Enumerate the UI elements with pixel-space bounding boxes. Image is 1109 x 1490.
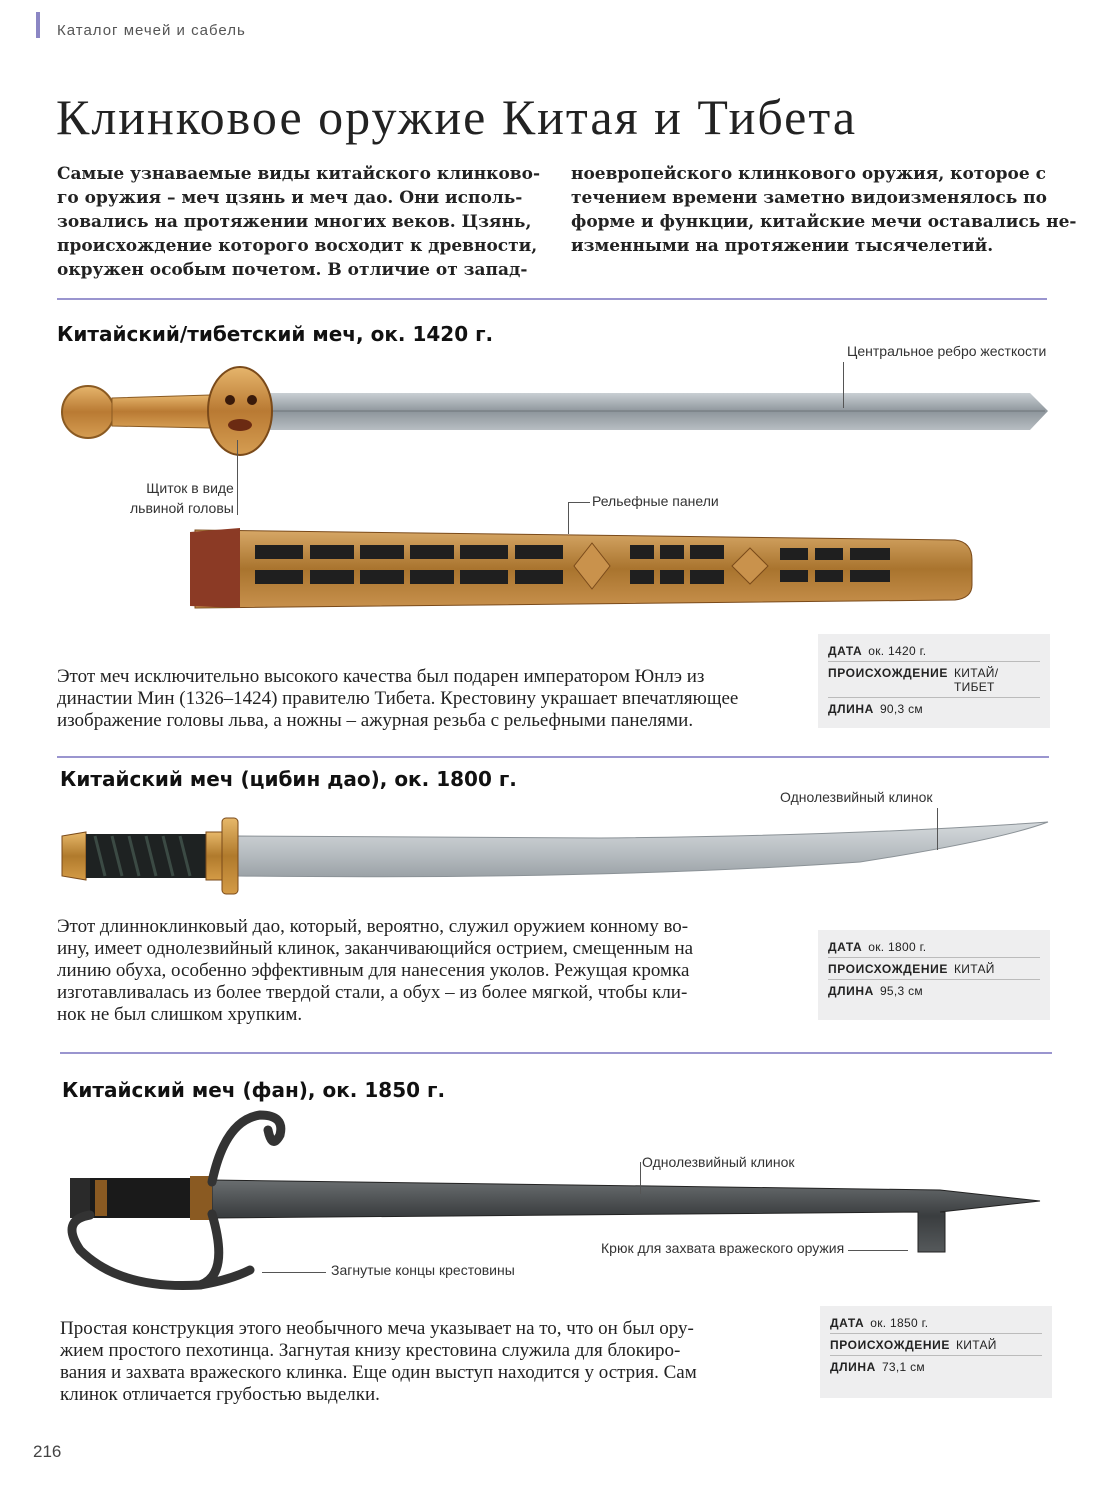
spec-key: ПРОИСХОЖДЕНИЕ	[828, 962, 949, 976]
spec-value: 95,3 см	[879, 984, 923, 998]
callout-leader	[848, 1250, 908, 1251]
description-line: династии Мин (1326–1424) правителю Тибета. Крестовину украшает впечатляющее	[57, 688, 739, 709]
spec-value: КИТАЙ/ ТИБЕТ	[954, 666, 999, 694]
callout-leader	[262, 1272, 326, 1273]
spec-key: ДЛИНА	[828, 702, 874, 716]
spec-row	[830, 1312, 1042, 1334]
callout-leader	[640, 1162, 641, 1194]
spec-key: ПРОИСХОЖДЕНИЕ	[830, 1338, 951, 1352]
intro-line: ноевропейского клинкового оружия, которое с	[571, 164, 1046, 184]
intro-line: течением времени заметно видоизменялось по	[571, 188, 1047, 208]
spec-key: ПРОИСХОЖДЕНИЕ	[828, 666, 949, 680]
description-line: ину, имеет однолезвийный клинок, заканчивающийся острием, смещенным на	[57, 938, 694, 959]
spec-key: ДАТА	[828, 940, 863, 954]
description-line: нок не был слишком хрупким.	[57, 1004, 303, 1025]
description-line: Этот меч исключительно высокого качества был подарен императором Юнлэ из	[57, 666, 705, 687]
intro-line: изменными на протяжении тысячелетий.	[571, 236, 994, 256]
spec-value: ок. 1800 г.	[868, 940, 927, 954]
spec-panel	[820, 1306, 1052, 1398]
spec-value: ок. 1850 г.	[870, 1316, 929, 1330]
description-line: вания и захвата вражеского клинка. Еще один выступ находится у острия. Сам	[60, 1362, 697, 1383]
callout-label: Однолезвийный клинок	[642, 1154, 795, 1170]
section-title: Китайский меч (фан), ок. 1850 г.	[62, 1078, 446, 1102]
description-line: Простая конструкция этого необычного меча указывает на то, что он был ору-	[60, 1318, 694, 1339]
spec-row	[830, 1356, 1042, 1377]
spec-key: ДАТА	[830, 1316, 865, 1330]
spec-row	[830, 1334, 1042, 1356]
intro-line: зовались на протяжении многих веков. Цзянь,	[57, 212, 532, 232]
spec-value: 73,1 см	[881, 1360, 925, 1374]
callout-label: Рельефные панели	[592, 493, 719, 509]
callout-label: Щиток в виде львиной головы	[130, 480, 234, 516]
intro-line: окружен особым почетом. В отличие от запад-	[57, 260, 528, 280]
page-number: 216	[33, 1442, 62, 1461]
description-line: клинок отличается грубостью выделки.	[60, 1384, 380, 1405]
callout-label: Крюк для захвата вражеского оружия	[601, 1240, 845, 1256]
description-line: изготавливалась из более твердой стали, а обух – из более мягкой, чтобы кли-	[57, 982, 688, 1003]
spec-key: ДАТА	[828, 644, 863, 658]
description	[60, 1318, 697, 1406]
section-title: Китайский меч (цибин дао), ок. 1800 г.	[60, 767, 517, 791]
callout-label: Центральное ребро жесткости	[847, 343, 1047, 359]
intro-line: Самые узнаваемые виды китайского клинково-	[57, 164, 540, 184]
spec-value: ок. 1420 г.	[868, 644, 927, 658]
intro-line: форме и функции, китайские мечи оставались не-	[571, 212, 1077, 232]
description-line: Этот длинноклинковый дао, который, вероятно, служил оружием конному во-	[57, 916, 689, 937]
intro-line: го оружия – меч цзянь и меч дао. Они исполь-	[57, 188, 523, 208]
intro-line: происхождение которого восходит к древности,	[57, 236, 538, 256]
spec-value: КИТАЙ	[956, 1338, 997, 1352]
callout-label: Загнутые концы крестовины	[331, 1262, 515, 1278]
spec-value: КИТАЙ	[954, 962, 995, 976]
spec-value: 90,3 см	[879, 702, 923, 716]
spec-key: ДЛИНА	[828, 984, 874, 998]
running-header: Каталог мечей и сабель	[57, 22, 246, 39]
spec-key: ДЛИНА	[830, 1360, 876, 1374]
description-line: изображение головы льва, а ножны – ажурная резьба с рельефными панелями.	[57, 710, 694, 731]
description-line: линию обуха, особенно эффективным для нанесения уколов. Режущая кромка	[57, 960, 690, 981]
section-title: Китайский/тибетский меч, ок. 1420 г.	[57, 322, 494, 346]
callout-label: Однолезвийный клинок	[780, 789, 933, 805]
description-line: жием простого пехотинца. Загнутая книзу крестовина служила для блокиро-	[60, 1340, 681, 1361]
page-title: Клинковое оружие Китая и Тибета	[56, 89, 858, 145]
